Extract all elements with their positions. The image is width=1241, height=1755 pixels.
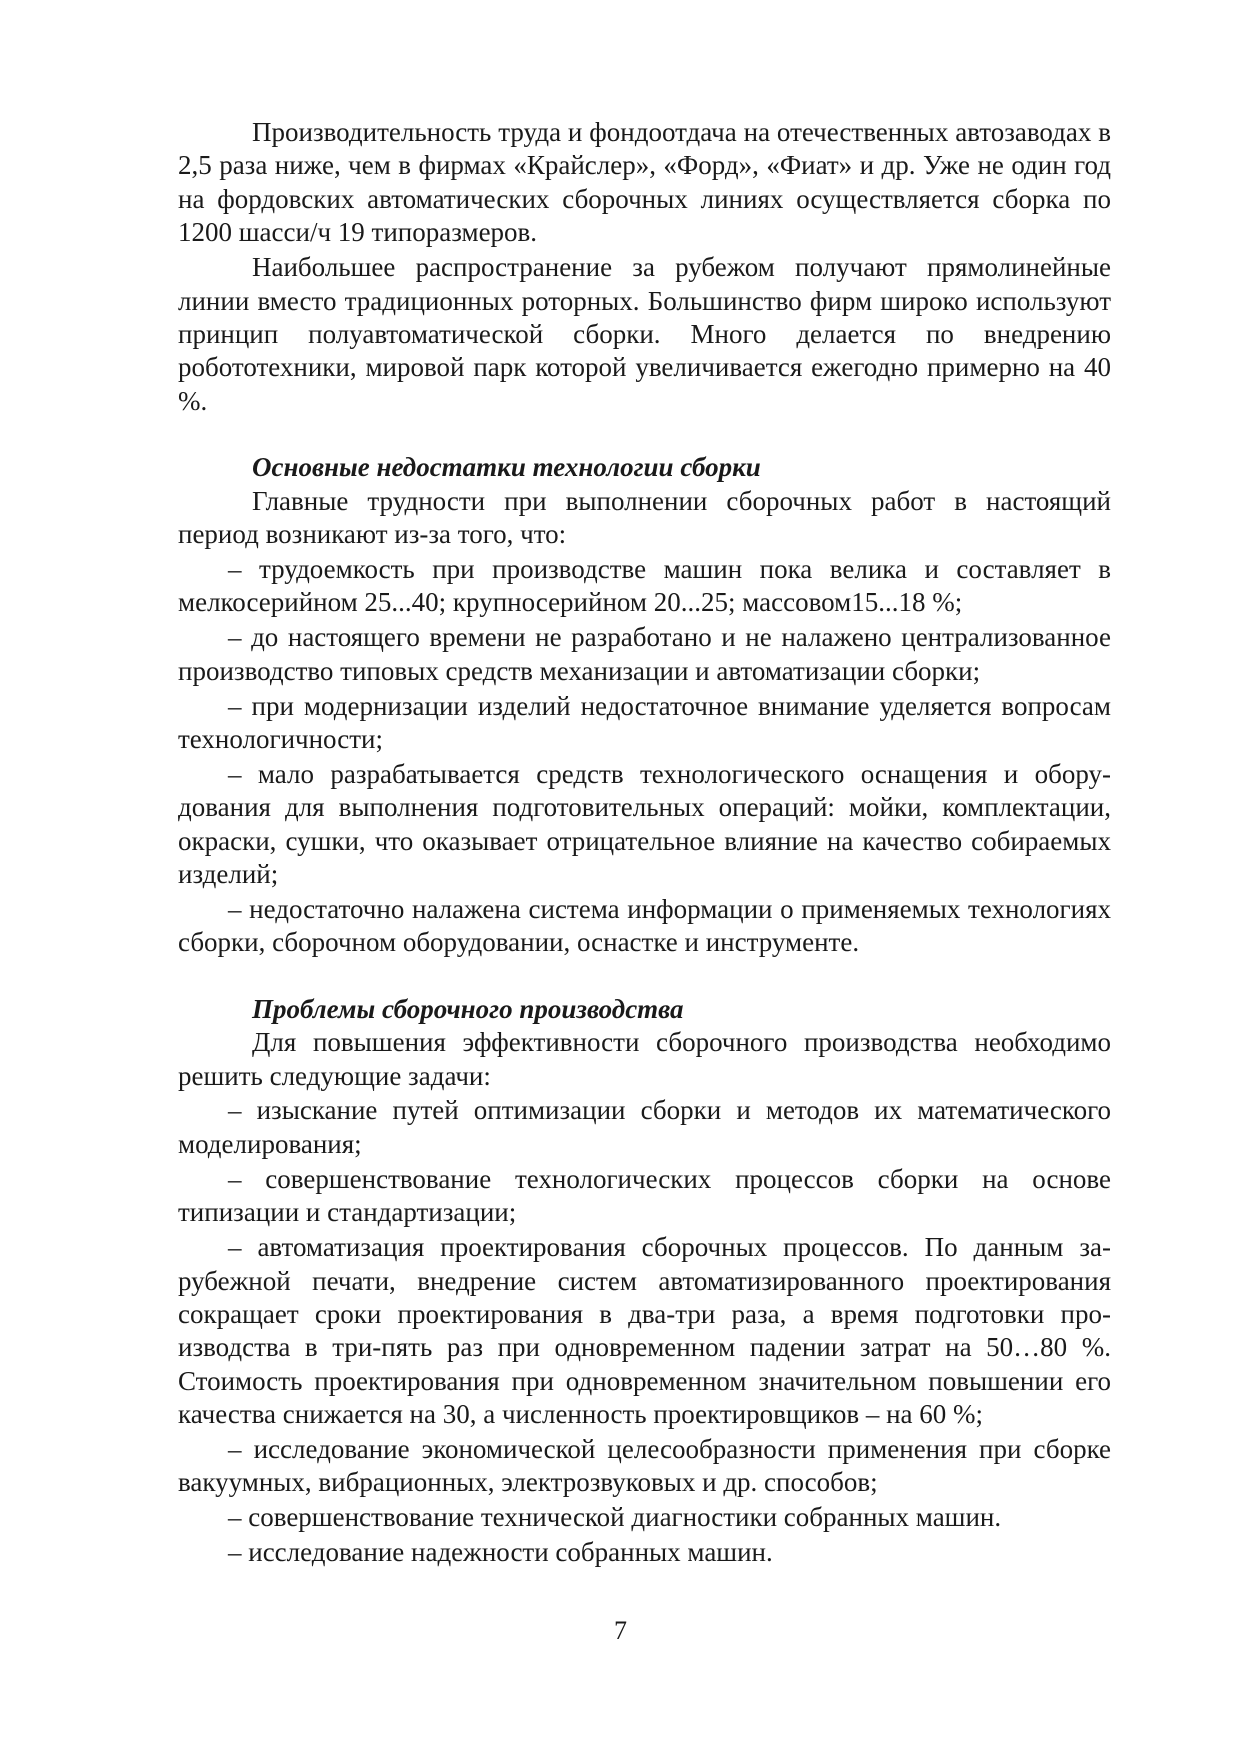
section2-lead-paragraph: Для повышения эффективности сборочного производства необходимо решить следующие задачи: [178, 1027, 1111, 1091]
section1-list-item: – трудоемкость при производстве машин пока велика и составляет в мелкосерийном 25...40; крупносерийном 20...25; массовом15...18 %; [178, 553, 1111, 618]
intro-paragraph-2: Наибольшее распространение за рубежом получают прямолинейные линии вместо традиционных роторных. Большинство фирм широко используют принцип полуавтоматической сборки. Много делается по внедрению робототехники, мировой парк которой увеличивается ежегодно примерно на 40 %. [178, 252, 1111, 416]
section2-list-item: – исследование экономической целесообразности применения при сборке вакуумных, вибрационных, электрозвуковых и др. способов; [178, 1434, 1111, 1498]
section2-list-item: – исследование надежности собранных машин. [228, 1537, 773, 1568]
section2-list-item: – изыскание путей оптимизации сборки и методов их математического моделирования; [178, 1095, 1111, 1159]
section1-list-item: – до настоящего времени не разработано и не налажено централизованное производство типовых средств механизации и автоматизации сборки; [178, 622, 1111, 686]
section1-list-item: – недостаточно налажена система информации о применяемых технологиях сборки, сборочном оборудовании, оснастке и инструменте. [178, 893, 1111, 958]
section2-list-item: – совершенствование технической диагностики собранных машин. [228, 1502, 1002, 1533]
section1-lead-paragraph: Главные трудности при выполнении сборочных работ в настоящий период возникают из-за того, что: [178, 485, 1111, 549]
section-heading-assembly-drawbacks: Основные недостатки технологии сборки [252, 452, 761, 483]
page-number: 7 [614, 1616, 627, 1645]
intro-paragraph-1: Производительность труда и фондоотдача на отечественных автозаводах в 2,5 раза ниже, чем в фирмах «Крайслер», «Форд», «Фиат» и др. Уже не один год на фордовских автоматических сборочных линиях осуществляется сборка по 1200 шасси/ч 19 типоразмеров. [178, 117, 1111, 248]
section1-list-item: – при модернизации изделий недостаточное внимание уделяется вопросам технологичности; [178, 690, 1111, 754]
section1-list-item: – мало разрабатывается средств технологического оснащения и оборудования для выполнения подготовительных операций: мойки, комплектации, окраски, сушки, что оказывает отрицательное влияние на качество собираемых изделий; [178, 758, 1111, 890]
section2-list-item: – совершенствование технологических процессов сборки на основе типизации и стандартизации; [178, 1163, 1111, 1228]
page-body [178, 116, 1111, 1571]
section-heading-assembly-problems: Проблемы сборочного производства [252, 993, 684, 1024]
section2-list-item: – автоматизация проектирования сборочных процессов. По данным зарубежной печати, внедрение систем автоматизированного проектирования сокращает сроки проектирования в два-три раза, а время подготовки производства в три-пять раз при одновременном падении затрат на 50…80 %. Стоимость проектирования при одновременном значительном повышении его качества снижается на 30, а численность проектировщиков – на 60 %; [178, 1232, 1111, 1430]
